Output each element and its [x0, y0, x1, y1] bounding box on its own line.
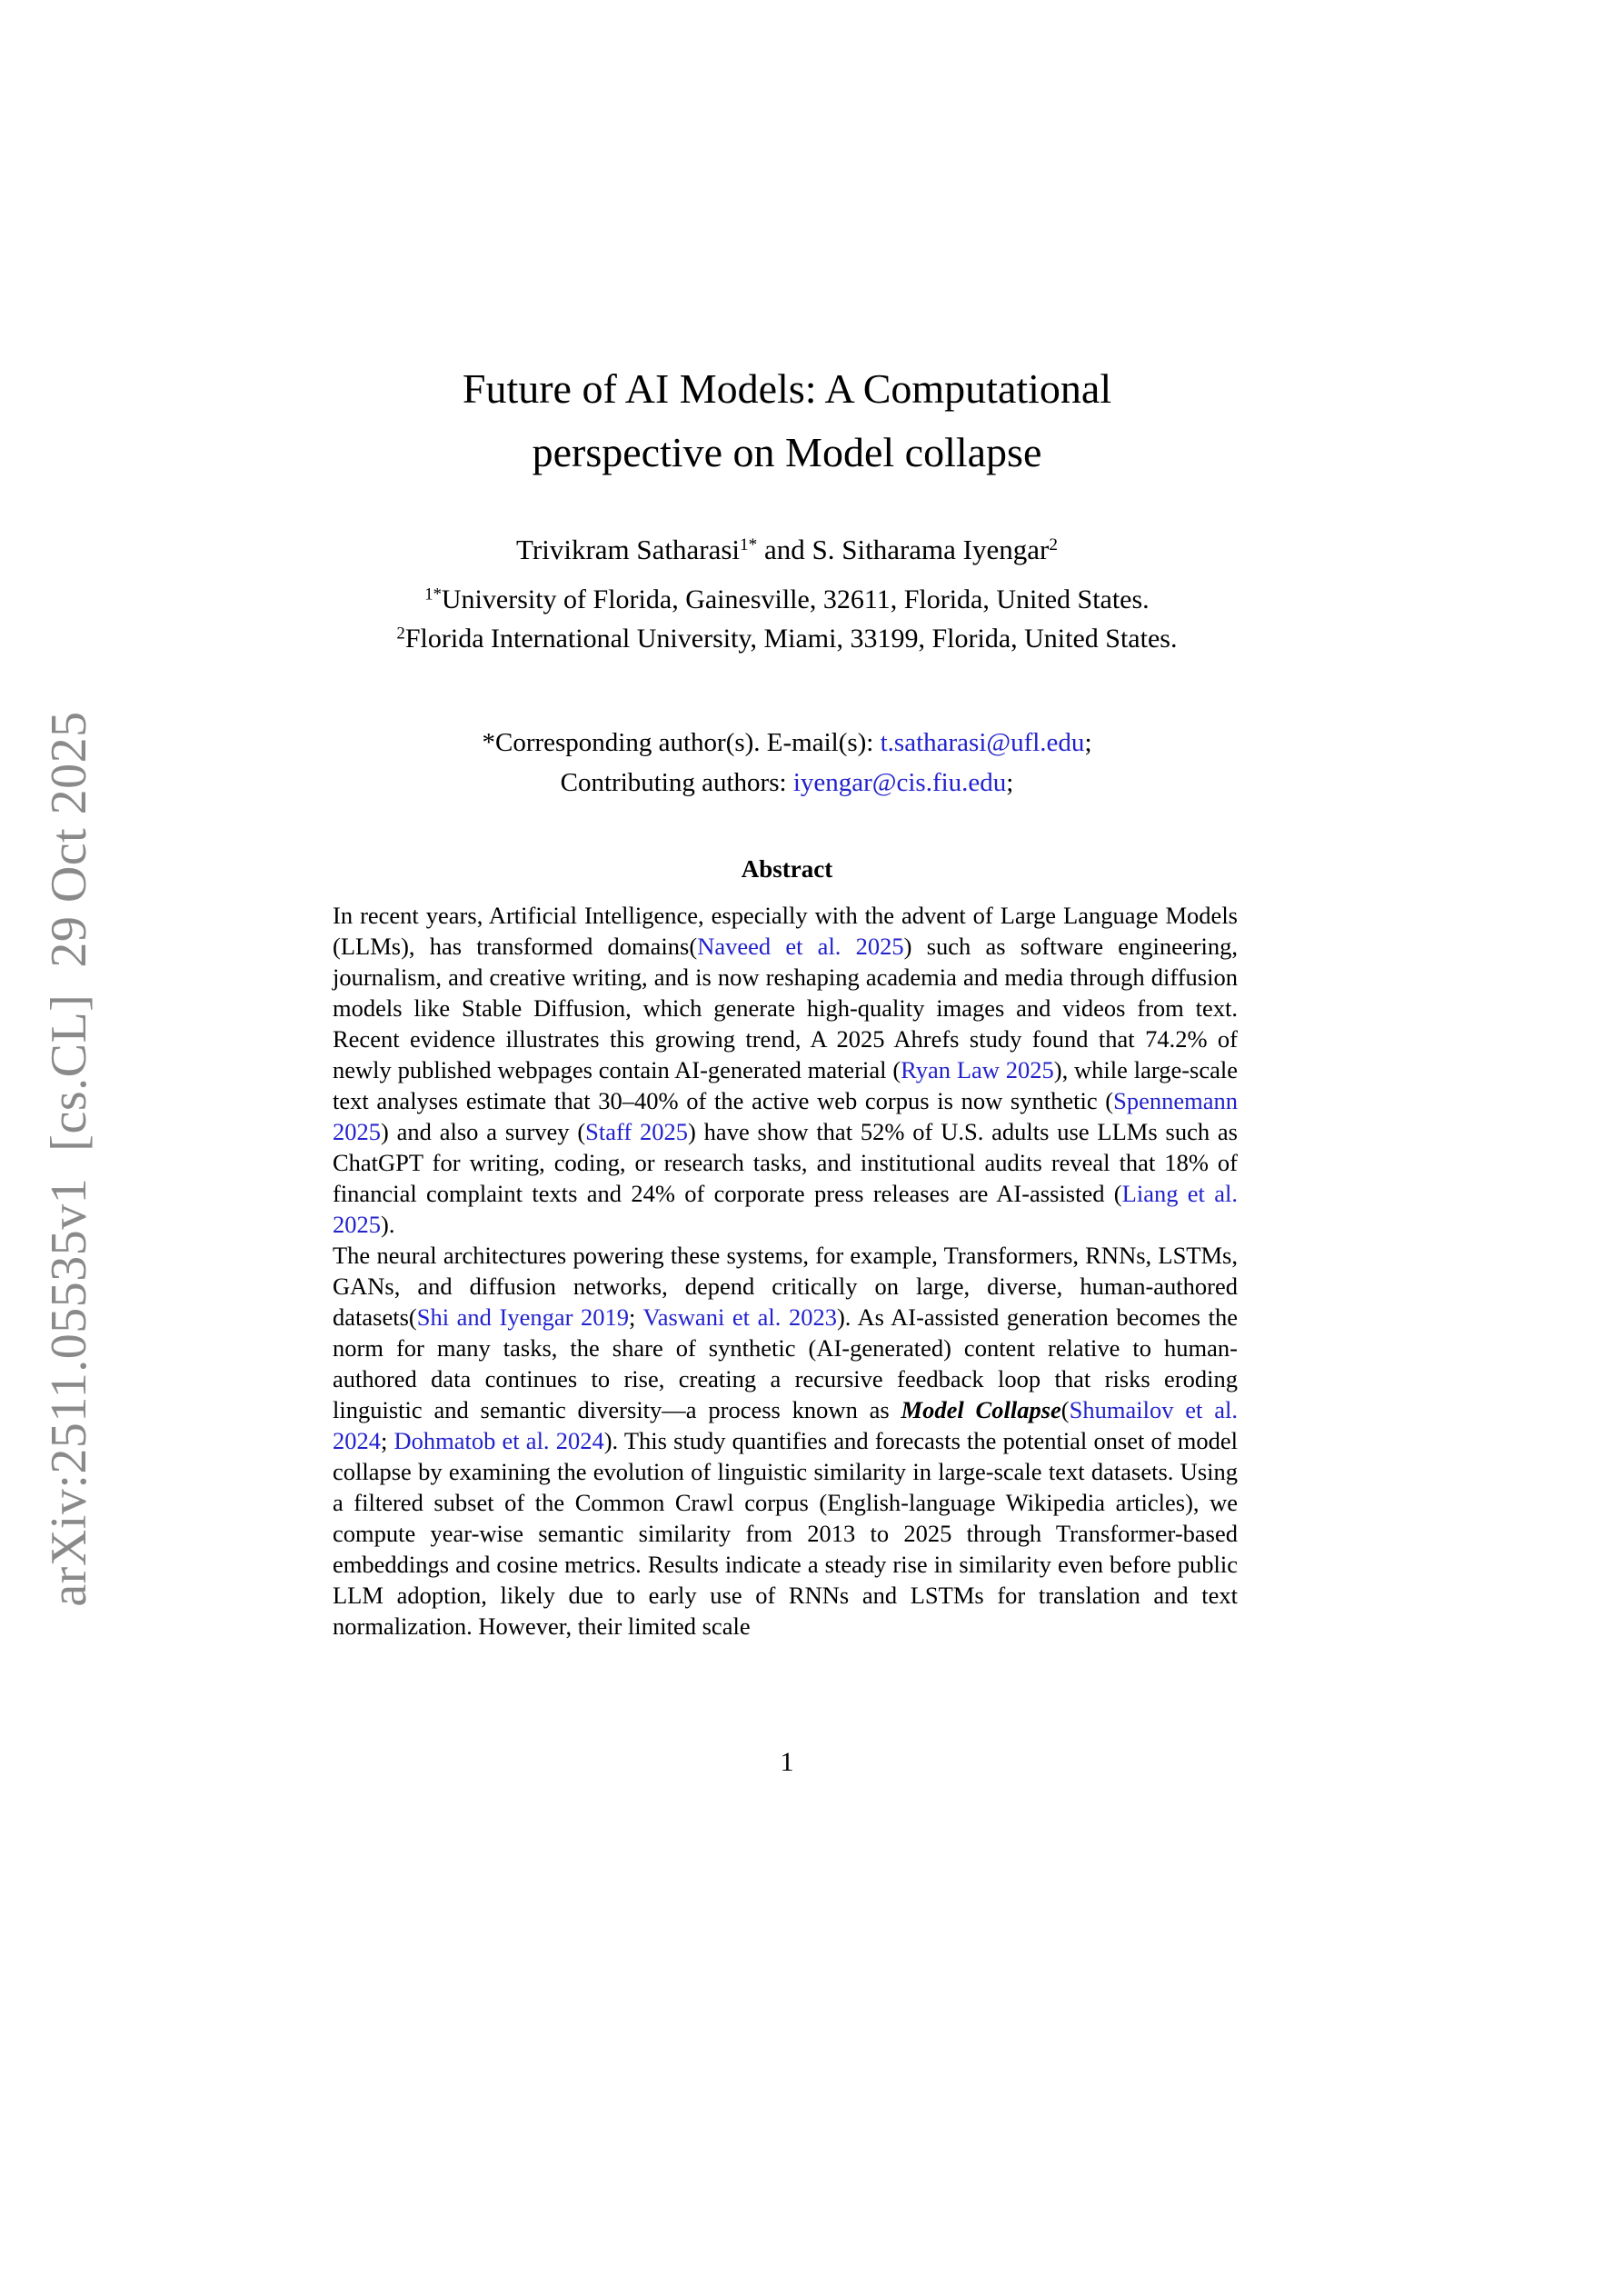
- text-segment: ;: [1084, 728, 1092, 757]
- text-segment: ;: [629, 1303, 643, 1331]
- contributing-email-link[interactable]: iyengar@cis.fiu.edu: [792, 768, 1007, 797]
- citation-link-liang-2025[interactable]: Liang et al. 2025: [333, 1180, 1238, 1238]
- citation-link-naveed-2025[interactable]: Naveed et al. 2025: [697, 933, 904, 960]
- text-segment: *Corresponding author(s). E-mail(s):: [482, 728, 881, 757]
- paper-title: [273, 357, 1301, 484]
- abstract-body: [333, 900, 1238, 1642]
- citation-link-staff-2025[interactable]: Staff 2025: [585, 1118, 689, 1145]
- abstract-paragraph-1: [333, 900, 1238, 1240]
- arxiv-watermark: arXiv:2511.05535v1 [cs.CL] 29 Oct 2025: [41, 711, 97, 1607]
- authors-line: [273, 532, 1301, 568]
- correspondence-block: [273, 723, 1301, 803]
- text-segment: Florida International University, Miami, 33199, Florida, United States.: [404, 624, 1178, 654]
- text-segment: ), while large-scale text analyses estimate that 30–40% of the active web corpus is now synthetic (: [333, 1056, 1238, 1114]
- text-segment: (: [1060, 1396, 1070, 1423]
- model-collapse-term: Model Collapse: [901, 1396, 1061, 1423]
- abstract-heading: Abstract: [741, 855, 833, 883]
- author-1-superscript: 1*: [740, 535, 758, 555]
- text-segment: and S. Sitharama Iyengar: [757, 534, 1050, 565]
- text-segment: Contributing authors:: [560, 768, 793, 797]
- affiliation-1-superscript: 1*: [424, 584, 442, 604]
- affiliations-block: [273, 580, 1301, 658]
- citation-link-spennemann-2025[interactable]: Spennemann 2025: [333, 1087, 1238, 1145]
- abstract-paragraph-2: [333, 1240, 1238, 1642]
- text-segment: ) such as software engineering, journalism, and creative writing, and is now reshaping academia and media through diffusion models like Stable Diffusion, which generate high-quality images and videos from text. Recent evidence illustrates this growing trend, A 2025 Ahrefs study found that 74.2% of newly published webpages contain AI-generated material (: [333, 933, 1238, 1083]
- citation-link-vaswani-2023[interactable]: Vaswani et al. 2023: [642, 1303, 837, 1331]
- citation-link-dohmatob-2024[interactable]: Dohmatob et al. 2024: [393, 1427, 604, 1454]
- text-segment: ;: [381, 1427, 394, 1454]
- text-segment: ).: [381, 1211, 395, 1238]
- corresponding-email-link[interactable]: t.satharasi@ufl.edu: [880, 728, 1085, 757]
- citation-link-ryan-law-2025[interactable]: Ryan Law 2025: [901, 1056, 1054, 1083]
- text-segment: ). This study quantifies and forecasts the potential onset of model collapse by examining the evolution of linguistic similarity in large-scale text datasets. Using a filtered subset of the Common Crawl corpus (English-language Wikipedia articles), we compute year-wise semantic similarity from 2013 to 2025 through Transformer-based embeddings and cosine metrics. Results indicate a steady rise in similarity even before public LLM adoption, likely due to early use of RNNs and LSTMs for translation and text normalization. However, their limited scale: [333, 1427, 1238, 1640]
- affiliation-2: [273, 619, 1301, 658]
- citation-link-shi-iyengar-2019[interactable]: Shi and Iyengar 2019: [416, 1303, 630, 1331]
- text-segment: ;: [1006, 768, 1014, 797]
- page-number: 1: [780, 1747, 794, 1777]
- text-segment: The neural architectures powering these systems, for example, Transformers, RNNs, LSTMs, GANs, and diffusion networks, depend critically on large, diverse, human-authored datasets(: [333, 1242, 1238, 1331]
- paper-title-line-1: Future of AI Models: A Computational: [462, 365, 1112, 412]
- paper-title-line-2: perspective on Model collapse: [532, 429, 1042, 475]
- text-segment: ) have show that 52% of U.S. adults use LLMs such as ChatGPT for writing, coding, or research tasks, and institutional audits reveal that 18% of financial complaint texts and 24% of corporate press releases are AI-assisted (: [333, 1118, 1238, 1207]
- text-segment: University of Florida, Gainesville, 32611, Florida, United States.: [441, 584, 1150, 614]
- text-segment: Trivikram Satharasi: [516, 534, 741, 565]
- citation-link-shumailov-2024[interactable]: Shumailov et al. 2024: [333, 1396, 1238, 1454]
- contributing-authors-line: [273, 763, 1301, 803]
- affiliation-1: [273, 580, 1301, 619]
- text-segment: ) and also a survey (: [381, 1118, 586, 1145]
- text-segment: In recent years, Artificial Intelligence, especially with the advent of Large Language Models (LLMs), has transformed domains(: [333, 902, 1238, 960]
- text-segment: ). As AI-assisted generation becomes the norm for many tasks, the share of synthetic (AI-generated) content relative to human-authored data continues to rise, creating a recursive feedback loop that risks eroding linguistic and semantic diversity—a process known as: [333, 1303, 1239, 1423]
- author-2-superscript: 2: [1049, 535, 1058, 555]
- corresponding-author-line: [273, 723, 1301, 763]
- affiliation-2-superscript: 2: [396, 624, 405, 644]
